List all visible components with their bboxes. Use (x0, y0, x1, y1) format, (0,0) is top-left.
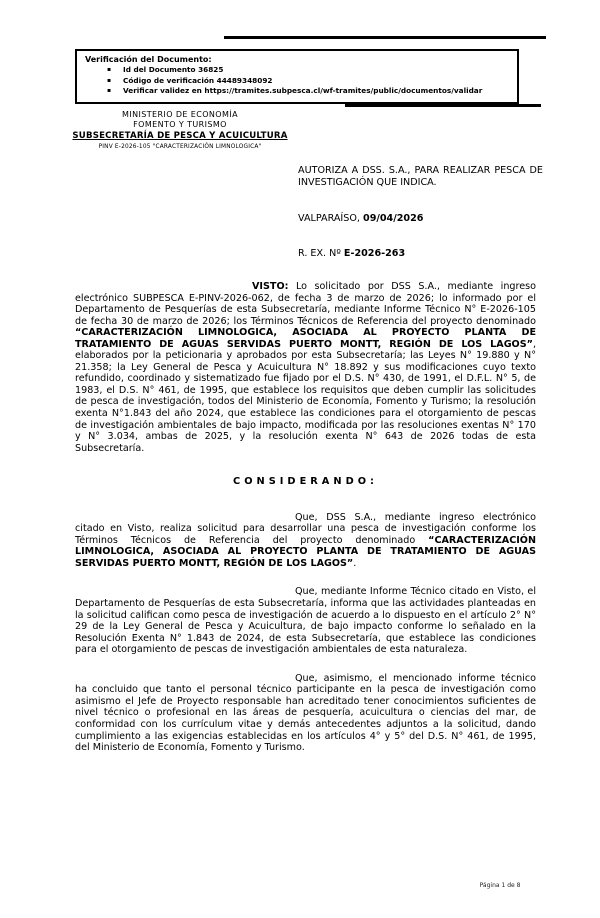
considerando-paragraph-3: Que, asimismo, el mencionado informe técnico ha concluido que tanto el personal técnico participante en la pesca de investigación como asimismo el Jefe de Proyecto responsable han acreditado tener conocimientos suficientes de nivel técnico o profesional en las áreas de pesquería, acuicultura o ciencias del mar, de conformidad con los currículum vitae y demás antecedentes adjuntos a la solicitud, dando cumplimiento a las exigencias establecidas en los artículos 4° y 5° del D.S. N° 461, de 1995, del Ministerio de Economía, Fomento y Turismo. (75, 672, 536, 754)
top-divider (224, 36, 546, 39)
resolution-number (298, 248, 405, 259)
subject-line: AUTORIZA A DSS. S.A., PARA REALIZAR PESCA DE INVESTIGACIÓN QUE INDICA. (298, 165, 543, 188)
ministry-branch: FOMENTO Y TURISMO (133, 120, 227, 129)
document-date: 09/04/2026 (363, 213, 424, 224)
considerando-1-period: . (353, 557, 357, 569)
city-label: VALPARAÍSO, (298, 213, 364, 224)
project-reference: PINV E-2026-105 "CARACTERIZACIÓN LIMNOLOGICA" (98, 144, 262, 150)
letterhead (38, 110, 322, 151)
visto-paragraph (75, 281, 536, 454)
subsecretary-name: SUBSECRETARÍA DE PESCA Y ACUICULTURA (72, 131, 288, 141)
resolution-id: E-2026-263 (343, 248, 406, 259)
place-date (298, 213, 423, 224)
verification-box (75, 49, 519, 104)
considerando-1-text: Que, DSS S.A., mediante ingreso electrónico citado en Visto, realiza solicitud para desarrollar una pesca de investigación conforme los Términos Técnicos de Referencia del proyecto denominado (75, 511, 536, 546)
visto-project-title: “CARACTERIZACIÓN LIMNOLOGICA, ASOCIADA AL PROYECTO PLANTA DE TRATAMIENTO DE AGUAS SERVIDAS PUERTO MONTT, REGIÓN DE LOS LAGOS” (75, 327, 536, 350)
page-number: Página 1 de 8 (479, 882, 521, 889)
verification-doc-id-text: Id del Documento 36825 (123, 65, 224, 74)
bullet-square-icon: ▪ (107, 66, 112, 73)
considerando-paragraph-1 (75, 512, 536, 570)
ministry-name: MINISTERIO DE ECONOMÍA (122, 110, 238, 119)
considerando-heading: CONSIDERANDO: (233, 476, 378, 488)
document-body (75, 281, 536, 771)
verification-item-url (85, 86, 511, 97)
verification-code-text: Código de verificación 44489348092 (123, 75, 273, 85)
visto-label: VISTO: (252, 281, 289, 292)
bullet-square-icon: ▪ (107, 76, 112, 84)
verification-url-text: Verificar validez en https://tramites.subpesca.cl/wf-tramites/public/documentos/validar (123, 86, 483, 95)
header-divider (345, 104, 541, 107)
verification-item-code (85, 76, 511, 87)
bullet-square-icon: ▪ (107, 87, 112, 94)
resolution-prefix: R. EX. Nº (298, 248, 344, 259)
visto-text-1: Lo solicitado por DSS S.A., mediante ingreso electrónico SUBPESCA E-PINV-2026-062, de fecha 3 de marzo de 2026; lo informado por el Departamento de Pesquerías de esta Subsecretaría, mediante Informe Técnico N° E-2026-105 de fecha 30 de marzo de 2026; los Términos Técnicos de Referencia del proyecto denominado (75, 281, 536, 327)
considerando-paragraph-2: Que, mediante Informe Técnico citado en Visto, el Departamento de Pesquerías de esta Subsecretaría, informa que las actividades planteadas en la solicitud califican como pesca de investigación de acuerdo a lo dispuesto en el artículo 2° N° 29 de la Ley General de Pesca y Acuicultura, de bajo impacto conforme lo señalado en la Resolución Exenta N° 1.843 de 2024, de esta Subsecretaría, que establece las condiciones para el otorgamiento de pescas de investigación ambientales de esta naturaleza. (75, 586, 536, 656)
verification-title: Verificación del Documento: (85, 55, 212, 64)
considerando-1-project-title: “CARACTERIZACIÓN LIMNOLOGICA, ASOCIADA AL PROYECTO PLANTA DE TRATAMIENTO DE AGUAS SERVIDAS PUERTO MONTT, REGIÓN DE LOS LAGOS” (75, 534, 536, 569)
visto-text-2: , elaborados por la peticionaria y aprobados por esta Subsecretaría; las Leyes N° 19.880 y N° 21.358; la Ley General de Pesca y Acuicultura N° 18.892 y sus modificaciones cuyo texto refundido, coordinado y sistematizado fue fijado por el D.S. N° 430, de 1991, el D.F.L. N° 5, de 1983, el D.S. N° 461, de 1995, que establece los requisitos que deben cumplir las solicitudes de pesca de investigación, todos del Ministerio de Economía, Fomento y Turismo; la resolución exenta N°1.843 del año 2024, que establece las condiciones para el otorgamiento de pescas de investigación ambientales de bajo impacto, modificada por las resoluciones exentas N° 170 y N° 3.034, ambas de 2025, y la resolución exenta N° 643 de 2026 todas de esta Subsecretaría. (75, 338, 536, 454)
verification-item-doc-id (85, 65, 511, 76)
